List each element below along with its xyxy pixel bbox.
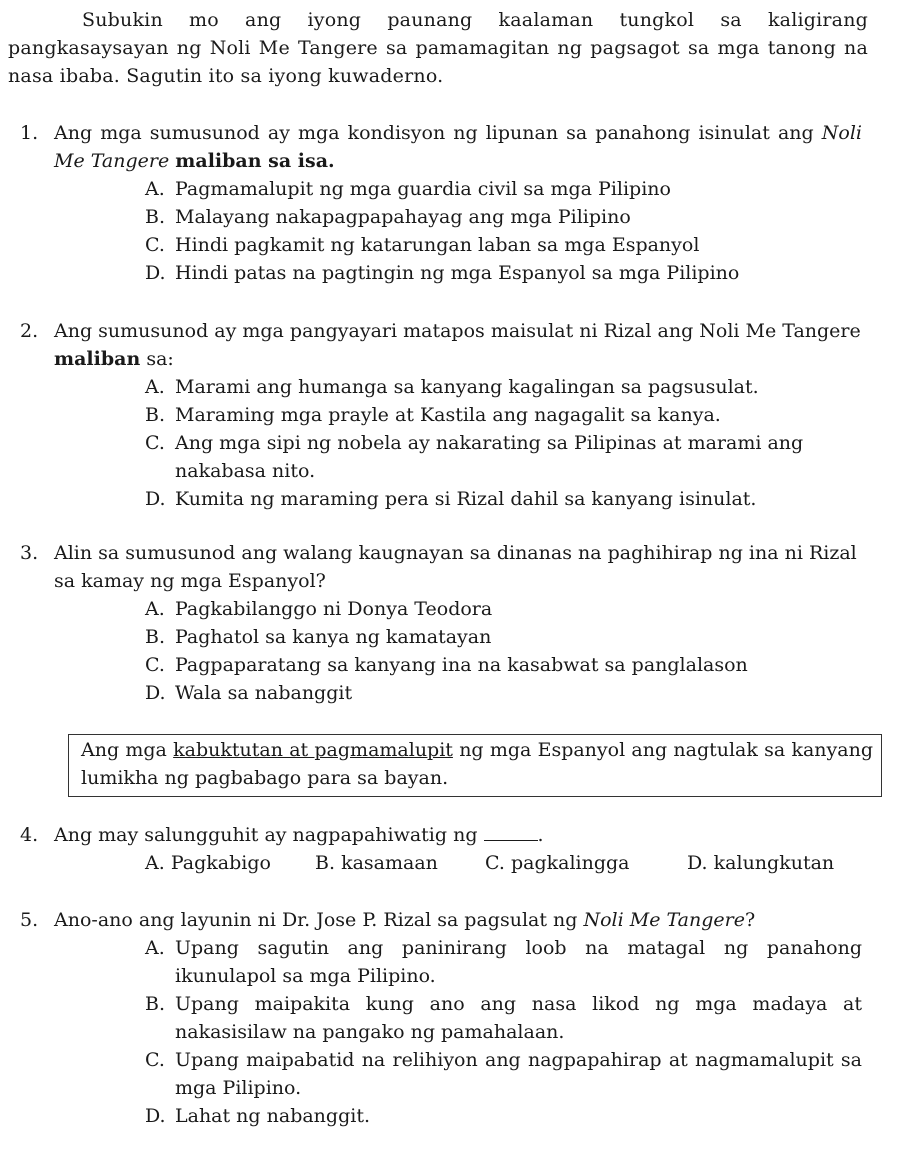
passage-box: Ang mga kabuktutan at pagmamalupit ng mga Espanyol ang nagtulak sa kanyang lumikha ng pagbabago para sa bayan.	[68, 734, 882, 797]
answer-blank[interactable]	[484, 822, 538, 841]
options-list	[20, 175, 862, 287]
instructions: Subukin mo ang iyong paunang kaalaman tungkol sa kaligirang pangkasaysayan ng Noli Me Tangere sa pamamagitan ng pagsagot sa mga tanong na nasa ibaba. Sagutin ito sa iyong kuwaderno.	[8, 9, 868, 87]
option-d: D. Lahat ng nabanggit.	[145, 1105, 370, 1127]
book-title: Noli Me Tangere	[583, 909, 745, 931]
question-number: 5.	[20, 909, 39, 931]
option-c: C. Upang maipabatid na relihiyon ang nagpapahirap at nagmamalupit sa mga Pilipino.	[145, 1049, 862, 1099]
option-c: C. Pagpaparatang sa kanyang ina na kasabwat sa panglalason	[145, 654, 748, 676]
question-number: 1.	[20, 122, 39, 144]
option-a: A. Pagkabigo	[145, 852, 271, 874]
question-number: 2.	[20, 320, 39, 342]
question-stem: 1. Ang mga sumusunod ay mga kondisyon ng lipunan sa panahong isinulat ang Noli Me Tangere maliban sa isa.	[20, 119, 862, 175]
options-row	[20, 849, 862, 877]
question-number: 3.	[20, 542, 39, 564]
question-number: 4.	[20, 824, 39, 846]
question-5	[20, 906, 862, 1130]
option-a: A. Pagkabilanggo ni Donya Teodora	[145, 598, 493, 620]
option-c: C. pagkalingga	[485, 852, 630, 874]
options-list	[20, 595, 862, 707]
option-b: B. Malayang nakapagpapahayag ang mga Pilipino	[145, 206, 631, 228]
option-a: A. Upang sagutin ang paninirang loob na matagal ng panahong ikunulapol sa mga Pilipino.	[145, 937, 862, 987]
option-d: D. Hindi patas na pagtingin ng mga Espanyol sa mga Pilipino	[145, 262, 740, 284]
option-a: A. Pagmamalupit ng mga guardia civil sa mga Pilipino	[145, 178, 671, 200]
option-d: D. Kumita ng maraming pera si Rizal dahil sa kanyang isinulat.	[145, 488, 757, 510]
option-d: D. Wala sa nabanggit	[145, 682, 353, 704]
option-d: D. kalungkutan	[687, 852, 835, 874]
question-stem: 5. Ano-ano ang layunin ni Dr. Jose P. Rizal sa pagsulat ng Noli Me Tangere?	[20, 906, 862, 934]
question-4	[20, 821, 862, 877]
option-c: C. Ang mga sipi ng nobela ay nakarating sa Pilipinas at marami ang nakabasa nito.	[145, 432, 804, 482]
option-b: B. Paghatol sa kanya ng kamatayan	[145, 626, 492, 648]
option-c: C. Hindi pagkamit ng katarungan laban sa mga Espanyol	[145, 234, 700, 256]
question-stem: 2. Ang sumusunod ay mga pangyayari matapos maisulat ni Rizal ang Noli Me Tangere maliban sa:	[20, 317, 862, 373]
option-b: B. kasamaan	[315, 852, 438, 874]
question-3	[20, 539, 862, 707]
options-list	[20, 373, 862, 513]
underlined-phrase: kabuktutan at pagmamalupit	[173, 739, 453, 761]
option-a: A. Marami ang humanga sa kanyang kagalingan sa pagsusulat.	[145, 376, 759, 398]
emphasis: maliban	[54, 348, 141, 370]
question-stem: 4. Ang may salungguhit ay nagpapahiwatig ng .	[20, 821, 862, 849]
option-b: B. Upang maipakita kung ano ang nasa likod ng mga madaya at nakasisilaw na pangako ng pamahalaan.	[145, 993, 862, 1043]
question-1	[20, 119, 862, 287]
option-b: B. Maraming mga prayle at Kastila ang nagagalit sa kanya.	[145, 404, 721, 426]
book-title: Noli Me Tangere	[54, 122, 862, 172]
question-stem: 3. Alin sa sumusunod ang walang kaugnayan sa dinanas na paghihirap ng ina ni Rizal sa kamay ng mga Espanyol?	[20, 539, 862, 595]
question-2	[20, 317, 862, 513]
emphasis: maliban sa isa.	[175, 150, 335, 172]
options-list	[20, 934, 862, 1130]
